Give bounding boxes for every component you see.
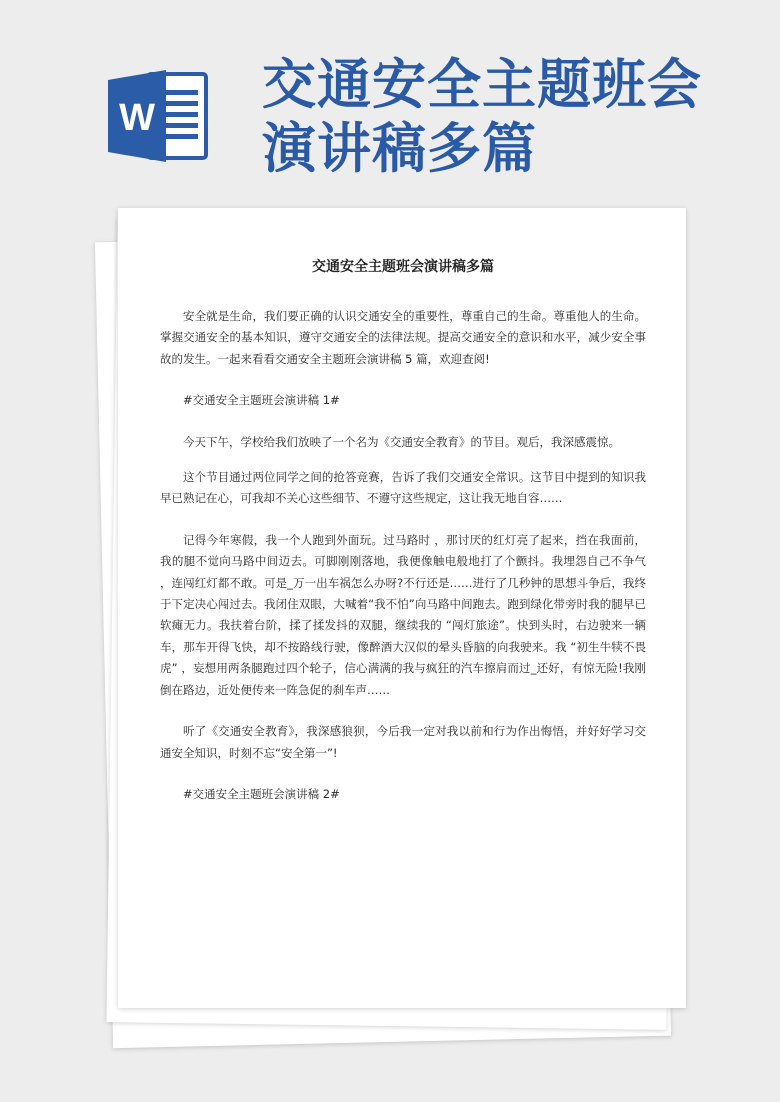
body-paragraph: 今天下午，学校给我们放映了一个名为《交通安全教育》的节目。观后，我深感震惊。 [183,434,620,449]
section-heading-2: #交通安全主题班会演讲稿 2# [183,786,340,801]
body-paragraph: 记得今年寒假，我一个人跑到外面玩。过马路时 ，那讨厌的红灯亮了起来，挡在我面前，我的腿不觉向马路中间迈去。可脚刚刚落地，我便像触电般地打了个颤抖。我埋怨自己不争气 ，连闯红灯都不敢。可是_万一出车祸怎么办呀?不行还是……进行了几秒钟的思想斗争后，我终于下定决心闯过去。我闭住双眼，大喊着“我不怕”向马路中间跑去。跑到绿化带旁时我的腿早已软瘫无力。我扶着台阶，揉了揉发抖的双腿，继续我的 “闯灯旅途”。快到头时，右边驶来一辆车，那车开得飞快，却不按路线行驶，像醉酒大汉似的晕头昏脑的向我驶来。我 “初生牛犊不畏虎” ，妄想用两条腿跑过四个轮子，信心满满的我与疯狂的汽车擦肩而过_还好，有惊无险!我刚倒在路边，近处便传来一阵急促的刹车声…… [160,532,646,697]
banner-title-line-2: 演讲稿多篇 [262,116,537,180]
banner-title-line-1: 交通安全主题班会 [262,52,702,116]
svg-text:W: W [119,97,155,139]
section-heading-1: #交通安全主题班会演讲稿 1# [183,393,340,408]
document-title: 交通安全主题班会演讲稿多篇 [312,259,494,275]
banner-title [262,52,762,180]
body-paragraph: 这个节目通过两位同学之间的抢答竞赛，告诉了我们交通安全常识。这节目中提到的知识我早已熟记在心，可我却不关心这些细节、不遵守这些规定，这让我无地自容…… [160,470,646,506]
word-document-icon [108,70,208,162]
document-page [118,208,686,1008]
body-paragraph: 听了《交通安全教育》，我深感狼狈，今后我一定对我以前和行为作出悔悟，并好好学习交通安全知识，时刻不忘“安全第一”! [160,724,646,760]
intro-paragraph: 安全就是生命，我们要正确的认识交通安全的重要性，尊重自己的生命。尊重他人的生命。掌握交通安全的基本知识，遵守交通安全的法律法规。提高交通安全的意识和水平，减少安全事故的发生。一起来看看交通安全主题班会演讲稿 5 篇，欢迎查阅! [160,309,646,366]
